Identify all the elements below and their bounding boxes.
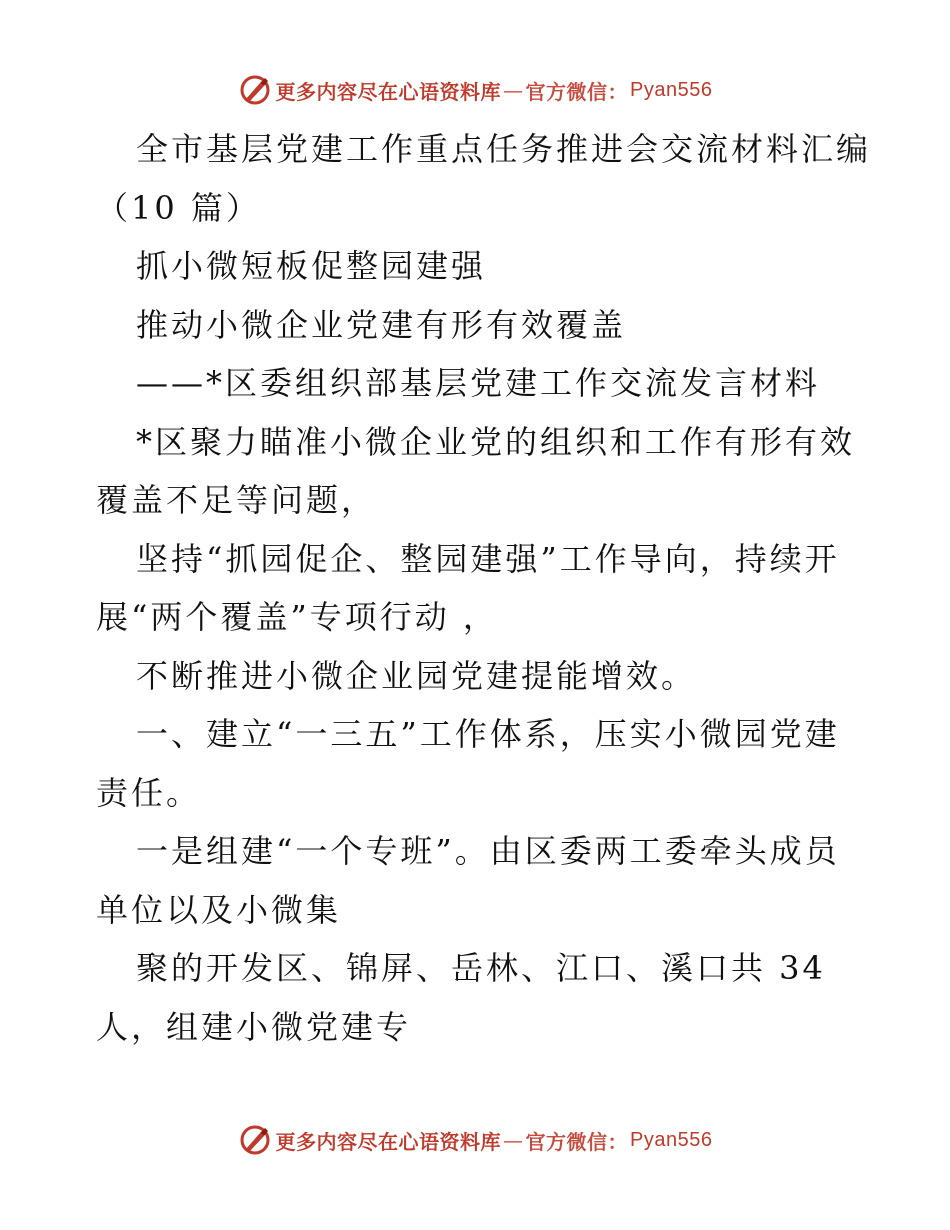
footer-watermark-banner	[0, 1120, 950, 1160]
document-line: 责任。	[96, 773, 202, 812]
document-line: 坚持“抓园促企、整园建强”工作导向，持续开	[136, 539, 840, 578]
document-line: 推动小微企业党建有形有效覆盖	[136, 305, 627, 344]
document-line: （10 篇）	[96, 188, 261, 227]
document-line: 人，组建小微党建专	[96, 1007, 412, 1046]
official-wechat-label: 官方微信：	[525, 1129, 629, 1154]
document-line: 全市基层党建工作重点任务推进会交流材料汇编	[136, 130, 872, 168]
banner-dash: —	[503, 78, 524, 102]
document-body	[96, 120, 872, 1056]
promo-text: 更多内容尽在心语资料库	[275, 79, 502, 104]
document-line: 展“两个覆盖”专项行动 ，	[96, 598, 498, 636]
wechat-id: Pyan556	[630, 1128, 713, 1151]
pen-logo-icon	[238, 1123, 272, 1157]
wechat-id: Pyan556	[630, 78, 713, 101]
banner-dash: —	[503, 1128, 524, 1152]
promo-text: 更多内容尽在心语资料库	[275, 1129, 502, 1154]
document-line: 覆盖不足等问题，	[96, 481, 377, 519]
document-line: 一、建立“一三五”工作体系，压实小微园党建	[136, 715, 840, 753]
document-line: 不断推进小微企业园党建提能增效。	[136, 656, 697, 695]
official-wechat-label: 官方微信：	[525, 79, 629, 104]
pen-logo-icon	[238, 73, 272, 107]
document-line: 抓小微短板促整园建强	[136, 247, 487, 285]
header-watermark-banner	[0, 70, 950, 110]
document-line: 一是组建“一个专班”。由区委两工委牵头成员	[136, 832, 840, 870]
document-line: ——*区委组织部基层党建工作交流发言材料	[136, 364, 821, 402]
document-line: *区聚力瞄准小微企业党的组织和工作有形有效	[136, 422, 856, 461]
document-line: 单位以及小微集	[96, 890, 342, 929]
document-line: 聚的开发区、锦屏、岳林、江口、溪口共 34	[136, 949, 826, 987]
